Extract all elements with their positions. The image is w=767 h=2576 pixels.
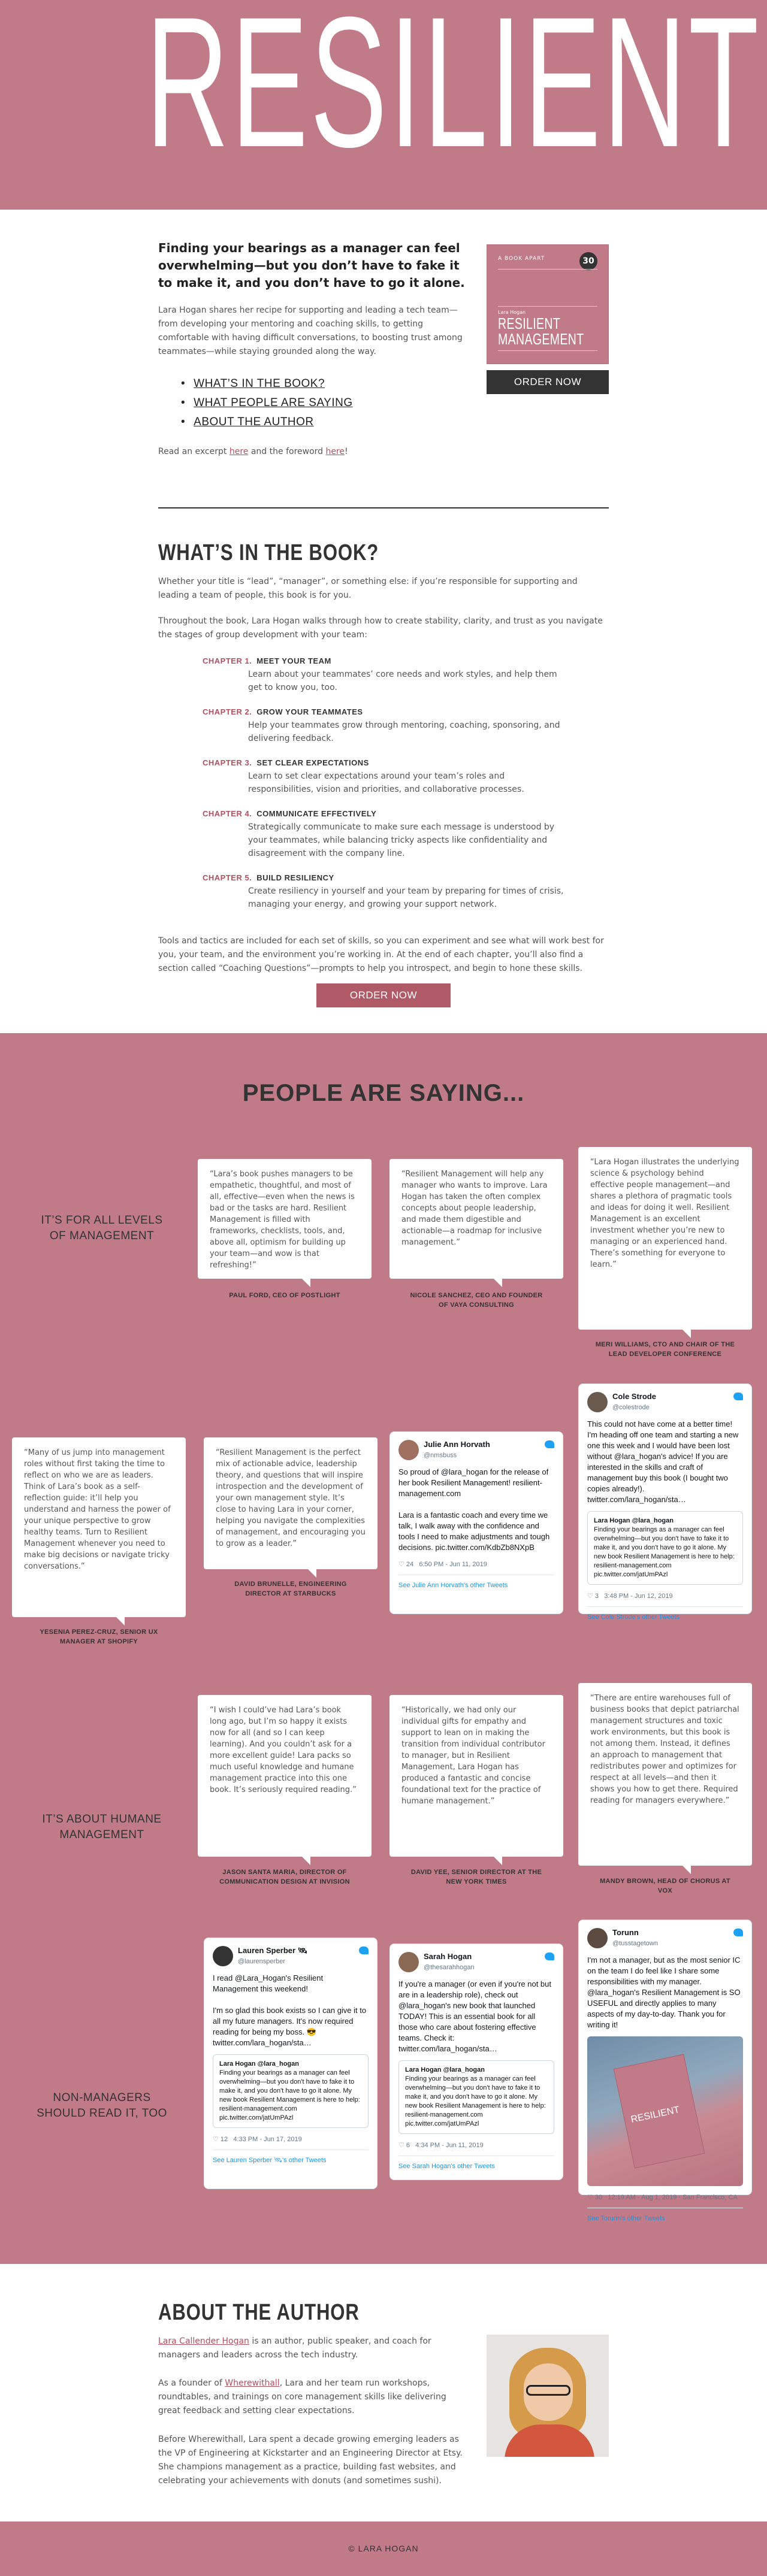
- quote-attribution: DAVID YEE, SENIOR DIRECTOR AT THE NEW YORK TIMES: [410, 1869, 542, 1885]
- like-count: 12: [220, 2136, 228, 2143]
- twitter-bird-icon: [733, 1393, 743, 1400]
- excerpt-middle: and the foreword: [248, 447, 326, 456]
- quote-attribution: JASON SANTA MARIA, DIRECTOR OF COMMUNICATION DESIGN AT INVISION: [219, 1869, 350, 1885]
- chapter-title: GROW YOUR TEAMMATES: [256, 707, 363, 716]
- tweet-photo[interactable]: [587, 2036, 743, 2186]
- quote-card: “Lara’s book pushes managers to be empathetic, thoughtful, and most of all, effective—even when the news is bad or the tasks are hard. Resilient Management is filled with frameworks, checklists, tools, and, above all, optimism for building up your team—and wow is that refreshing!”: [198, 1159, 372, 1279]
- chapter-title: BUILD RESILIENCY: [256, 873, 334, 882]
- tweet-handle: @nmsbuss: [424, 1452, 457, 1459]
- order-now-button[interactable]: ORDER NOW: [316, 983, 451, 1007]
- tweet-meta: ♡ 12 4:33 PM - Jun 17, 2019: [213, 2136, 302, 2143]
- chapter-title: COMMUNICATE EFFECTIVELY: [256, 809, 377, 818]
- order-now-button[interactable]: ORDER NOW: [487, 370, 609, 394]
- avatar: [587, 1392, 608, 1412]
- footer: © LARA HOGAN: [0, 2521, 767, 2576]
- chapter-number: CHAPTER 2.: [203, 707, 252, 716]
- see-other-tweets-link[interactable]: See Sarah Hogan's other Tweets: [398, 2156, 554, 2172]
- chapter-item: [203, 656, 568, 694]
- chapter-description: Help your teammates grow through mentoring, coaching, sponsoring, and delivering feedback.: [248, 721, 560, 743]
- quoted-author: Lara Hogan @lara_hogan: [405, 2066, 485, 2073]
- chapter-item: [203, 809, 568, 860]
- glasses: [526, 2385, 570, 2396]
- book-number-badge: 30: [579, 252, 597, 270]
- about-author-section: [0, 2264, 767, 2521]
- audience-paragraph: Whether your title is “lead”, “manager”, or something else: if you’re responsible for supporting and leading a team of people, this book is for you.: [158, 577, 578, 600]
- tweet-meta: ♡ 24 6:50 PM - Jun 11, 2019: [398, 1561, 487, 1568]
- quote-card: “Historically, we had only our individual gifts for empathy and support to lean on in making the transition from individual contributor to manager, but in Resilient Management, Lara Hogan has produced a fantastic and concise foundational text for the practice of humane management.”: [389, 1695, 563, 1857]
- tweet-time: 12:19 AM - Aug 1, 2019 · San Francisco, CA: [608, 2194, 738, 2201]
- chapter-item: [203, 873, 568, 911]
- row-label: NON-MANAGERS SHOULD READ IT, TOO: [37, 2091, 167, 2120]
- quoted-tweet[interactable]: [213, 2054, 369, 2128]
- author-link[interactable]: Lara Callender Hogan: [158, 2336, 249, 2346]
- testimonials-section: [0, 1033, 767, 2264]
- quoted-tweet[interactable]: [587, 1511, 743, 1585]
- cover-rule: [498, 306, 597, 307]
- see-other-tweets-link[interactable]: See Lauren Sperber 🛰's other Tweets: [213, 2150, 369, 2166]
- section-title: WHAT’S IN THE BOOK?: [158, 540, 379, 565]
- chapter-description: Strategically communicate to make sure each message is understood by your teammates, while balancing tricky aspects like confidentiality and disagreement with the company line.: [248, 822, 555, 858]
- quote-attribution: MERI WILLIAMS, CTO AND CHAIR OF THE LEAD DEVELOPER CONFERENCE: [595, 1341, 735, 1358]
- quote-card: “Many of us jump into management roles without first taking the time to reflect on who we are as leaders. Think of Lara’s book as a self-reflection guide: it’ll help you understand and harness the power of your unique perspective to grow healthy teams. Turn to Resilient Management whenever you need to make big decisions or navigate tricky conversations.”: [12, 1437, 186, 1617]
- link-about-author[interactable]: • ABOUT THE AUTHOR: [181, 413, 469, 432]
- publisher-label: A BOOK APART: [498, 256, 545, 262]
- chapter-number: CHAPTER 4.: [203, 809, 252, 818]
- section-title: PEOPLE ARE SAYING...: [242, 1080, 525, 1106]
- tweet-handle: @thesarahhogan: [424, 1964, 475, 1971]
- whats-in-book-section: [0, 533, 767, 1033]
- link-people-saying[interactable]: • WHAT PEOPLE ARE SAYING: [181, 393, 469, 413]
- like-count: 3: [594, 1593, 599, 1600]
- twitter-bird-icon: [359, 1947, 369, 1954]
- section-links: [181, 374, 469, 432]
- tweet-time: 4:34 PM - Jun 11, 2019: [415, 2142, 484, 2149]
- tweet-text: This could not have come at a better time! I'm heading off one team and starting a new one this week and I would have been lost without @lara_hogan's advice! If you are interested in the skills and craft of management buy this book (I bought two copies already!). twitter.com/lara_hogan/sta…: [587, 1419, 739, 1504]
- tweet-author: Torunn: [612, 1928, 639, 1937]
- chapter-item: [203, 707, 568, 745]
- like-count: 6: [406, 2142, 410, 2149]
- excerpt-link[interactable]: here: [229, 447, 249, 456]
- author-photo: [487, 2335, 609, 2457]
- chapter-number: CHAPTER 3.: [203, 758, 252, 767]
- avatar: [587, 1928, 608, 1948]
- tweet-card[interactable]: [204, 1938, 378, 2189]
- book-photo: [614, 2054, 705, 2168]
- cover-rule: [498, 269, 597, 270]
- tweet-text: If you're a manager (or even if you're not but are in a leadership role), check out @lara_hogan's new book that launched TODAY! This is an essential book for all those who care about fostering effective teams. Check it: twitter.com/lara_hogan/sta…: [398, 1979, 551, 2053]
- tweet-meta: ♡ 30 12:19 AM - Aug 1, 2019 · San Francisco, CA: [587, 2194, 738, 2201]
- tweet-time: 4:33 PM - Jun 17, 2019: [233, 2136, 302, 2143]
- twitter-bird-icon: [545, 1953, 554, 1960]
- tweet-time: 6:50 PM - Jun 11, 2019: [419, 1561, 487, 1568]
- tweet-author: Julie Ann Horvath: [424, 1440, 490, 1449]
- link-whats-in-book[interactable]: • WHAT’S IN THE BOOK?: [181, 374, 469, 393]
- excerpt-text: [158, 445, 469, 459]
- quoted-text: Finding your bearings as a manager can feel overwhelming—but you don't have to fake it to make it, and you don't have to go it alone. My new book Resilient Management is here to help: resilient-management.com pic.twitter.com/jatUmPAzl: [594, 1526, 735, 1578]
- tweet-time: 3:48 PM - Jun 12, 2019: [604, 1593, 673, 1600]
- tweet-card[interactable]: [389, 1431, 563, 1614]
- tweet-handle: @tusstagetown: [612, 1940, 658, 1947]
- about-text: As a founder of: [158, 2378, 225, 2388]
- about-paragraph: Before Wherewithall, Lara spent a decade growing emerging leaders as the VP of Engineering at Kickstarter and an Engineering Director at Etsy. She champions management as a practice, building fast websites, and celebrating your achievements with donuts (and sometimes sushi).: [158, 2435, 463, 2486]
- avatar: [398, 1440, 419, 1460]
- quote-attribution: DAVID BRUNELLE, ENGINEERING DIRECTOR AT STARBUCKS: [234, 1581, 347, 1597]
- quoted-text: Finding your bearings as a manager can feel overwhelming—but you don't have to fake it to make it, and you don't have to go it alone. My new book Resilient Management is here to help: resilient-management.com pic.twitter.com/jatUmPAzl: [405, 2075, 546, 2127]
- tweet-text: I'm not a manager, but as the most senior IC on the team I do feel like I share some responsibilities with my manager. @lara_hogan's Resilient Management is SO USEFUL and directly applies to many aspects of my day-to-day. Thank you for writing it!: [587, 1956, 741, 2029]
- cover-title: [498, 316, 584, 347]
- like-count: 24: [406, 1561, 414, 1568]
- see-other-tweets-link[interactable]: See Julie Ann Horvath's other Tweets: [398, 1575, 554, 1591]
- tweet-text: So proud of @lara_hogan for the release of her book Resilient Management! resilient-management.com Lara is a fantastic coach and every time we talk, I walk away with the confidence and tools I need to make adjustments and tough decisions. pic.twitter.com/KdbZb8NXpB: [398, 1467, 550, 1552]
- tools-paragraph: Tools and tactics are included for each set of skills, so you can experiment and see what will work best for you, your team, and the environment you’re working in. At the end of each chapter, you’ll also find a section called “Coaching Questions”—prompts to help you introspect, and begin to hone these skills.: [158, 936, 604, 973]
- quoted-text: Finding your bearings as a manager can feel overwhelming—but you don't have to fake it to make it, and you don't have to go it alone. My new book Resilient Management is here to help: resilient-management.com pic.twitter.com/jatUmPAzl: [219, 2069, 360, 2121]
- about-text: , Lara and her team run workshops, roundtables, and trainings on core management skills like delivering great feedback and setting clear expectations.: [158, 2378, 446, 2415]
- quote-card: “Lara Hogan illustrates the underlying science & psychology behind effective people management—and shares a plethora of pragmatic tools and ideas for doing it well. Resilient Management is an excellent investment whether you’re new to managing or an experienced hand. There’s something for everyone to learn.”: [578, 1147, 752, 1330]
- excerpt-suffix: !: [345, 447, 348, 456]
- quote-card: “I wish I could’ve had Lara’s book long ago, but I’m so happy it exists now for all (and so I can keep learning). And you couldn’t ask for a more excellent guide! Lara packs so much useful knowledge and humane management practice into this one book. It’s seriously required reading.”: [198, 1695, 372, 1857]
- twitter-bird-icon: [733, 1929, 743, 1936]
- excerpt-prefix: Read an excerpt: [158, 447, 230, 456]
- about-paragraph: [158, 2335, 470, 2362]
- intro-body: Lara Hogan shares her recipe for supporting and leading a tech team—from developing your mentoring and coaching skills, to getting comfortable with having difficult conversations, to boosting trust among teammates—while staying grounded along the way.: [158, 305, 463, 356]
- section-title: ABOUT THE AUTHOR: [158, 2300, 360, 2325]
- chapter-number: CHAPTER 1.: [203, 656, 252, 665]
- twitter-bird-icon: [545, 1440, 554, 1448]
- row-label: IT’S ABOUT HUMANE MANAGEMENT: [42, 1813, 162, 1841]
- chapter-title: MEET YOUR TEAM: [256, 656, 331, 665]
- wherewithall-link[interactable]: Wherewithall: [225, 2378, 280, 2388]
- tweet-card[interactable]: [578, 1384, 752, 1621]
- see-other-tweets-link[interactable]: See Torunn's other Tweets: [587, 2208, 743, 2224]
- tweet-handle: @laurensperber: [238, 1958, 286, 1965]
- quoted-tweet[interactable]: [398, 2060, 554, 2134]
- intro-section: [0, 210, 767, 533]
- intro-text: [158, 240, 469, 459]
- quoted-author: Lara Hogan @lara_hogan: [594, 1517, 674, 1524]
- about-text: is an author, public speaker, and coach for managers and leaders across the tech industry.: [158, 2336, 431, 2360]
- like-count: 30: [594, 2194, 603, 2201]
- avatar: [398, 1952, 419, 1972]
- book-cover[interactable]: [487, 244, 609, 364]
- cover-author: Lara Hogan: [498, 310, 526, 315]
- intro-headline: Finding your bearings as a manager can feel overwhelming—but you don’t have to fake it to make it, and you don’t have to go it alone.: [158, 241, 465, 290]
- tweet-meta: ♡ 6 4:34 PM - Jun 11, 2019: [398, 2142, 484, 2149]
- tweet-card[interactable]: [389, 1944, 563, 2180]
- section-divider: [158, 507, 609, 508]
- row-label: IT’S FOR ALL LEVELS OF MANAGEMENT: [41, 1214, 163, 1242]
- quote-attribution: NICOLE SANCHEZ, CEO AND FOUNDER OF VAYA CONSULTING: [410, 1292, 543, 1309]
- chapter-description: Learn about your teammates’ core needs and work styles, and help them get to know you, too.: [248, 670, 557, 692]
- chapter-number: CHAPTER 5.: [203, 873, 252, 882]
- quoted-author: Lara Hogan @lara_hogan: [219, 2060, 299, 2068]
- tweet-text: I read @Lara_Hogan's Resilient Management this weekend! I'm so glad this book exists so I can give it to all my future managers. It's now required reading for being my boss. 😎 twitter.com/lara_hogan/sta…: [213, 1973, 367, 2047]
- avatar: [213, 1946, 233, 1966]
- see-other-tweets-link[interactable]: See Cole Strode's other Tweets: [587, 1606, 743, 1623]
- chapter-title: SET CLEAR EXPECTATIONS: [256, 758, 369, 767]
- tweet-author: Lauren Sperber 🛰: [238, 1946, 308, 1955]
- tweet-handle: @colestrode: [612, 1404, 650, 1411]
- quote-attribution: MANDY BROWN, HEAD OF CHORUS AT VOX: [600, 1878, 730, 1894]
- chapter-description: Create resiliency in yourself and your team by preparing for times of crisis, managing your energy, and growing your support network.: [248, 886, 564, 909]
- foreword-link[interactable]: here: [325, 447, 345, 456]
- cover-title-line2: MANAGEMENT: [498, 330, 584, 348]
- about-paragraph: [158, 2377, 470, 2418]
- quote-attribution: YESENIA PEREZ-CRUZ, SENIOR UX MANAGER AT SHOPIFY: [40, 1628, 158, 1645]
- hero-banner: [0, 0, 767, 210]
- chapter-item: [203, 758, 568, 796]
- photo-book-title: RESILIENT: [630, 2105, 681, 2125]
- cover-title-line1: RESILIENT: [498, 314, 561, 332]
- chapter-description: Learn to set clear expectations around your team’s roles and responsibilities, vision and priorities, and collaborative processes.: [248, 771, 524, 794]
- tweet-card[interactable]: [578, 1920, 752, 2222]
- tweet-author: Cole Strode: [612, 1392, 656, 1401]
- quote-attribution: PAUL FORD, CEO OF POSTLIGHT: [229, 1292, 340, 1299]
- quote-card: “Resilient Management will help any manager who wants to improve. Lara Hogan has taken the often complex concepts about people leadership, and made them digestible and actionable—a roadmap for inclusive management.”: [389, 1159, 563, 1279]
- overview-paragraph: Throughout the book, Lara Hogan walks through how to create stability, clarity, and trust as you navigate the stages of group development with your team:: [158, 616, 603, 640]
- quote-card: “Resilient Management is the perfect mix of actionable advice, leadership theory, and questions that will inspire introspection and the development of your own management style. It’s close to having Lara in your corner, helping you navigate the complexities of management, and encouraging you to grow as a leader.”: [204, 1437, 378, 1569]
- chapter-list: [203, 656, 568, 924]
- tweet-author: Sarah Hogan: [424, 1952, 472, 1961]
- quote-card: “There are entire warehouses full of business books that depict patriarchal management structures and toxic work environments, but this book is not among them. Instead, it defines an approach to management that redistributes power and optimizes for respect at all levels—and then it shows you how to get there. Required reading for managers everywhere.”: [578, 1683, 752, 1866]
- cover-rule: [498, 350, 597, 351]
- tweet-meta: ♡ 3 3:48 PM - Jun 12, 2019: [587, 1593, 673, 1600]
- hero-title: RESILIENT: [146, 0, 761, 186]
